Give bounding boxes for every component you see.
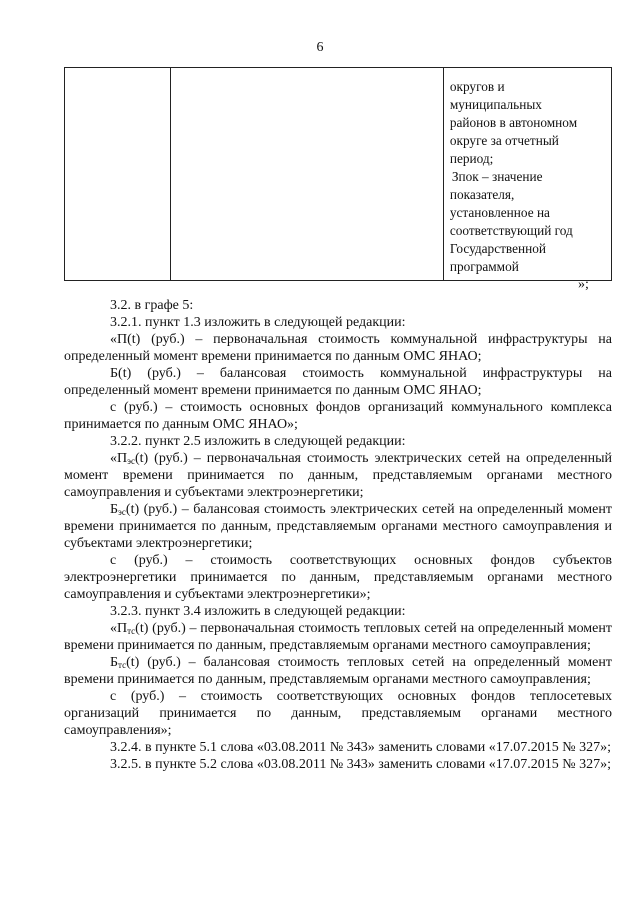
paragraph-text: (t) (руб.) – балансовая стоимость электрических сетей на определенный момент времени принимается по данным, представляемым органами местного самоуправления и субъектами электроэнергетики;	[64, 502, 612, 551]
paragraph: 3.2.3. пункт 3.4 изложить в следующей редакции:	[110, 604, 406, 619]
formula-subscript: эс	[127, 456, 135, 466]
paragraph-formula	[64, 501, 612, 552]
cell-line: районов в автономном	[449, 115, 578, 130]
cell-line: округов и	[449, 79, 505, 94]
paragraph: 3.2.1. пункт 1.3 изложить в следующей редакции:	[110, 315, 406, 330]
paragraph: Б(t) (руб.) – балансовая стоимость коммунальной инфраструктуры на определенный момент времени принимается по данным ОМС ЯНАО;	[64, 366, 612, 398]
cell-line: округе за отчетный	[449, 133, 559, 148]
paragraph: с (руб.) – стоимость основных фондов организаций коммунального комплекса принимается по данным ОМС ЯНАО»;	[64, 400, 612, 432]
paragraph: 3.2.4. в пункте 5.1 слова «03.08.2011 № 343» заменить словами «17.07.2015 № 327»;	[110, 740, 611, 755]
formula-symbol: Б	[110, 655, 119, 670]
document-body	[64, 297, 612, 773]
paragraph-text: (t) (руб.) – балансовая стоимость тепловых сетей на определенный момент времени принимается по данным, представляемым органами местного самоуправления;	[64, 655, 612, 687]
paragraph: 3.2. в графе 5:	[110, 298, 194, 313]
formula-subscript: эс	[118, 507, 126, 517]
paragraph: 3.2.5. в пункте 5.2 слова «03.08.2011 № 343» заменить словами «17.07.2015 № 327»;	[110, 757, 611, 772]
paragraph-formula	[64, 654, 612, 688]
cell-line: Государственной	[449, 241, 547, 256]
paragraph-formula	[64, 450, 612, 501]
paragraph-text: (t) (руб.) – первоначальная стоимость тепловых сетей на определенный момент времени принимается по данным, представляемым органами местного самоуправления;	[64, 621, 612, 653]
table-cell-empty-1	[65, 68, 171, 281]
continuation-table	[64, 67, 612, 281]
cell-line: установленное на	[449, 205, 550, 220]
formula-symbol: «П	[110, 621, 128, 636]
cell-line: муниципальных	[449, 97, 542, 112]
cell-line: показателя,	[449, 187, 515, 202]
formula-subscript: тс	[118, 660, 127, 670]
cell-line: период;	[449, 151, 494, 166]
paragraph: «П(t) (руб.) – первоначальная стоимость коммунальной инфраструктуры на определенный момент времени принимается по данным ОМС ЯНАО;	[64, 332, 612, 364]
cell-line: программой	[449, 259, 519, 274]
table-cell-text	[443, 68, 611, 281]
paragraph: с (руб.) – стоимость соответствующих основных фондов субъектов электроэнергетики принимается по данным, представляемым органами местного самоуправления и субъектами электроэнергетики»;	[64, 553, 612, 602]
page-number: 6	[316, 40, 324, 55]
table-cell-empty-2	[171, 68, 443, 281]
cell-line: Зпок – значение	[451, 169, 543, 184]
cell-line: соответствующий год	[449, 223, 573, 238]
closing-quote: »;	[578, 277, 589, 292]
paragraph-text: (t) (руб.) – первоначальная стоимость электрических сетей на определенный момент времени принимается по данным, представляемым органами местного самоуправления и субъектами электроэнергетики;	[64, 451, 612, 500]
formula-symbol: Б	[110, 502, 119, 517]
paragraph-formula	[64, 620, 612, 654]
formula-subscript: тс	[127, 626, 136, 636]
formula-symbol: «П	[110, 451, 128, 466]
table-row	[65, 68, 612, 281]
paragraph: с (руб.) – стоимость соответствующих основных фондов теплосетевых организаций принимается по данным, представляемым органами местного самоуправления»;	[64, 689, 612, 738]
paragraph: 3.2.2. пункт 2.5 изложить в следующей редакции:	[110, 434, 406, 449]
